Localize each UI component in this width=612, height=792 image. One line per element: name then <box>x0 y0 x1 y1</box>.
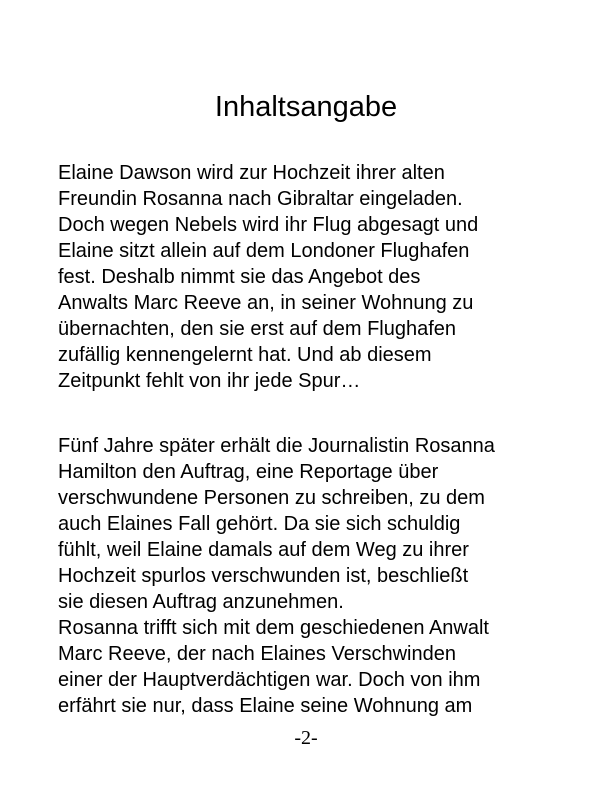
paragraph-line: Elaine Dawson wird zur Hochzeit ihrer alten <box>58 162 445 184</box>
paragraph-line: Freundin Rosanna nach Gibraltar eingeladen. <box>58 188 463 210</box>
paragraph-line: erfährt sie nur, dass Elaine seine Wohnung am <box>58 695 473 717</box>
paragraph-line: fest. Deshalb nimmt sie das Angebot des <box>58 266 421 288</box>
paragraph-line: Fünf Jahre später erhält die Journalistin Rosanna <box>58 435 495 457</box>
paragraph-line: Hamilton den Auftrag, eine Reportage über <box>58 461 439 483</box>
paragraph-line: Hochzeit spurlos verschwunden ist, beschließt <box>58 565 469 587</box>
paragraph-line: auch Elaines Fall gehört. Da sie sich schuldig <box>58 513 461 535</box>
paragraph-line: Zeitpunkt fehlt von ihr jede Spur… <box>58 370 361 392</box>
page-number: -2- <box>294 727 318 749</box>
paragraph-line: fühlt, weil Elaine damals auf dem Weg zu ihrer <box>58 539 469 561</box>
paragraph-line: Doch wegen Nebels wird ihr Flug abgesagt und <box>58 214 479 236</box>
paragraph-line: einer der Hauptverdächtigen war. Doch von ihm <box>58 669 481 691</box>
paragraph-line: Marc Reeve, der nach Elaines Verschwinden <box>58 643 456 665</box>
paragraph-line: sie diesen Auftrag anzunehmen. <box>58 591 344 613</box>
paragraph-line: verschwundene Personen zu schreiben, zu dem <box>58 487 485 509</box>
page-heading: Inhaltsangabe <box>214 91 398 123</box>
paragraph-line: übernachten, den sie erst auf dem Flughafen <box>58 318 457 340</box>
paragraph-2 <box>58 433 578 719</box>
paragraph-1 <box>58 160 578 394</box>
paragraph-line: Elaine sitzt allein auf dem Londoner Flughafen <box>58 240 470 262</box>
paragraph-line: Anwalts Marc Reeve an, in seiner Wohnung zu <box>58 292 474 314</box>
paragraph-line: Rosanna trifft sich mit dem geschiedenen Anwalt <box>58 617 489 639</box>
paragraph-line: zufällig kennengelernt hat. Und ab diesem <box>58 344 432 366</box>
